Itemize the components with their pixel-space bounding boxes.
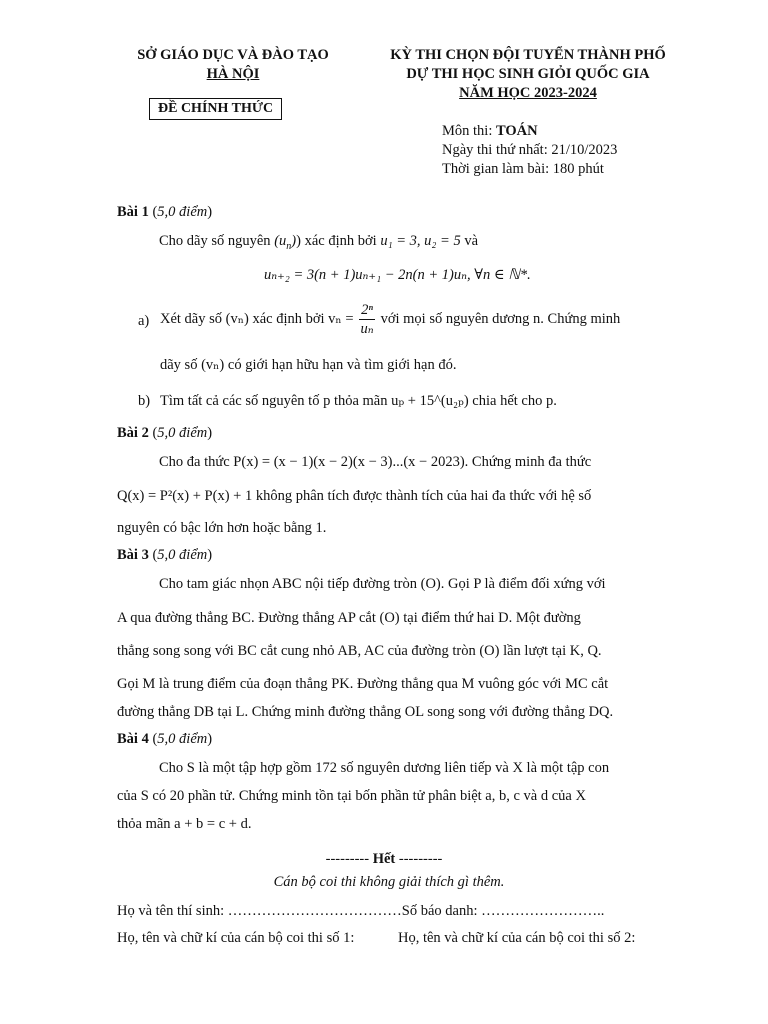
problem-3-line1: Cho tam giác nhọn ABC nội tiếp đường tròn (O). Gọi P là điểm đối xứng với (159, 576, 606, 592)
end-dashes-left: --------- (325, 851, 373, 867)
problem-4-title: Bài 4 (117, 731, 149, 747)
city-name: HÀ NỘI (206, 66, 260, 82)
problem-1-heading: Bài 1 (5,0 điểm) (117, 204, 213, 220)
exam-title-line2: DỰ THI HỌC SINH GIỎI QUỐC GIA (406, 66, 650, 82)
candidate-info-line: Họ và tên thí sinh: ………………………………Số báo danh: …………………….. (117, 903, 605, 919)
subject-line (442, 122, 617, 141)
exam-title-line1: KỲ THI CHỌN ĐỘI TUYỂN THÀNH PHỐ (390, 47, 666, 63)
header-right (378, 46, 678, 103)
problem-1b-text: Tìm tất cả các số nguyên tố p thỏa mãn uₚ + 15^(u₂ₚ) chia hết cho p. (160, 393, 557, 409)
problem-1b-label: b) (138, 393, 151, 409)
department-name: SỞ GIÁO DỤC VÀ ĐÀO TẠO (137, 47, 329, 63)
problem-4-heading: Bài 4 (5,0 điểm) (117, 731, 213, 747)
p1-intro-text-b: ) xác định bởi (296, 233, 381, 249)
problem-4-line2: của S có 20 phần tử. Chứng minh tồn tại bốn phần tử phân biệt a, b, c và d của X (117, 788, 586, 804)
p1-initial-values: u₁ = 3, u₂ = 5 (380, 233, 461, 249)
problem-1-title: Bài 1 (117, 204, 149, 220)
problem-3-title: Bài 3 (117, 547, 149, 563)
problem-2-line1: Cho đa thức P(x) = (x − 1)(x − 2)(x − 3)...(x − 2023). Chứng minh đa thức (159, 454, 592, 470)
problem-3-line2: A qua đường thẳng BC. Đường thẳng AP cắt (O) tại điểm thứ hai D. Một đường (117, 610, 581, 626)
proctor-note: Cán bộ coi thi không giải thích gì thêm. (273, 874, 505, 890)
problem-2-heading: Bài 2 (5,0 điểm) (117, 425, 213, 441)
problem-2-points: 5,0 điểm (157, 425, 208, 441)
end-word: Hết (372, 851, 396, 867)
header-left (118, 46, 348, 84)
problem-3-line5: đường thẳng DB tại L. Chứng minh đường thẳng OL song song với đường thẳng DQ. (117, 704, 614, 720)
problem-3-line4: Gọi M là trung điểm của đoạn thẳng PK. Đường thẳng qua M vuông góc với MC cắt (117, 676, 609, 692)
problem-2-line2: Q(x) = P²(x) + P(x) + 1 không phân tích được thành tích của hai đa thức với hệ số (117, 488, 592, 504)
p1a-text-1: Xét dãy số (vₙ) xác định bởi vₙ = (160, 310, 358, 327)
problem-4-points: 5,0 điểm (157, 731, 208, 747)
official-exam-label: ĐỀ CHÍNH THỨC (158, 101, 274, 116)
end-dashes-right: --------- (395, 851, 443, 867)
p1a-denominator: uₙ (360, 321, 374, 337)
problem-4-line1: Cho S là một tập hợp gồm 172 số nguyên dương liên tiếp và X là một tập con (159, 760, 610, 776)
p1-seq-symbol: $(u_n)$ (274, 233, 297, 252)
exam-info (442, 122, 617, 179)
proctor-2-signature: Họ, tên và chữ kí của cán bộ coi thi số 2: (398, 930, 636, 946)
end-marker (0, 851, 768, 868)
p1a-fraction (359, 301, 375, 338)
problem-1a-label: a) (138, 313, 150, 329)
problem-1-intro (159, 233, 478, 252)
proctor-1-signature: Họ, tên và chữ kí của cán bộ coi thi số 1: (117, 930, 355, 946)
official-exam-box (149, 98, 282, 120)
subject-value: TOÁN (495, 123, 538, 139)
problem-3-heading: Bài 3 (5,0 điểm) (117, 547, 213, 563)
subject-label: Môn thi: (442, 123, 496, 139)
problem-3-line3: thẳng song song với BC cắt cung nhỏ AB, AC của đường tròn (O) lần lượt tại K, Q. (117, 643, 602, 659)
problem-1a-line2: dãy số (vₙ) có giới hạn hữu hạn và tìm giới hạn đó. (160, 357, 457, 373)
problem-1-points: 5,0 điểm (157, 204, 208, 220)
problem-1-recurrence: uₙ₊₂ = 3(n + 1)uₙ₊₁ − 2n(n + 1)uₙ, ∀n ∈ ℕ*. (264, 267, 531, 283)
problem-3-points: 5,0 điểm (157, 547, 208, 563)
exam-date: Ngày thi thứ nhất: 21/10/2023 (442, 142, 618, 158)
problem-1a-line1 (160, 301, 620, 338)
school-year: NĂM HỌC 2023-2024 (459, 85, 597, 101)
p1a-text-2: với mọi số nguyên dương n. Chứng minh (376, 310, 621, 327)
p1-intro-text-c: và (460, 233, 479, 249)
problem-2-line3: nguyên có bậc lớn hơn hoặc bằng 1. (117, 520, 327, 536)
exam-duration: Thời gian làm bài: 180 phút (442, 161, 604, 177)
p1-intro-text-a: Cho dãy số nguyên (159, 233, 275, 249)
problem-2-title: Bài 2 (117, 425, 149, 441)
p1a-numerator: 2ⁿ (361, 302, 373, 318)
problem-4-line3: thỏa mãn a + b = c + d. (117, 816, 252, 832)
